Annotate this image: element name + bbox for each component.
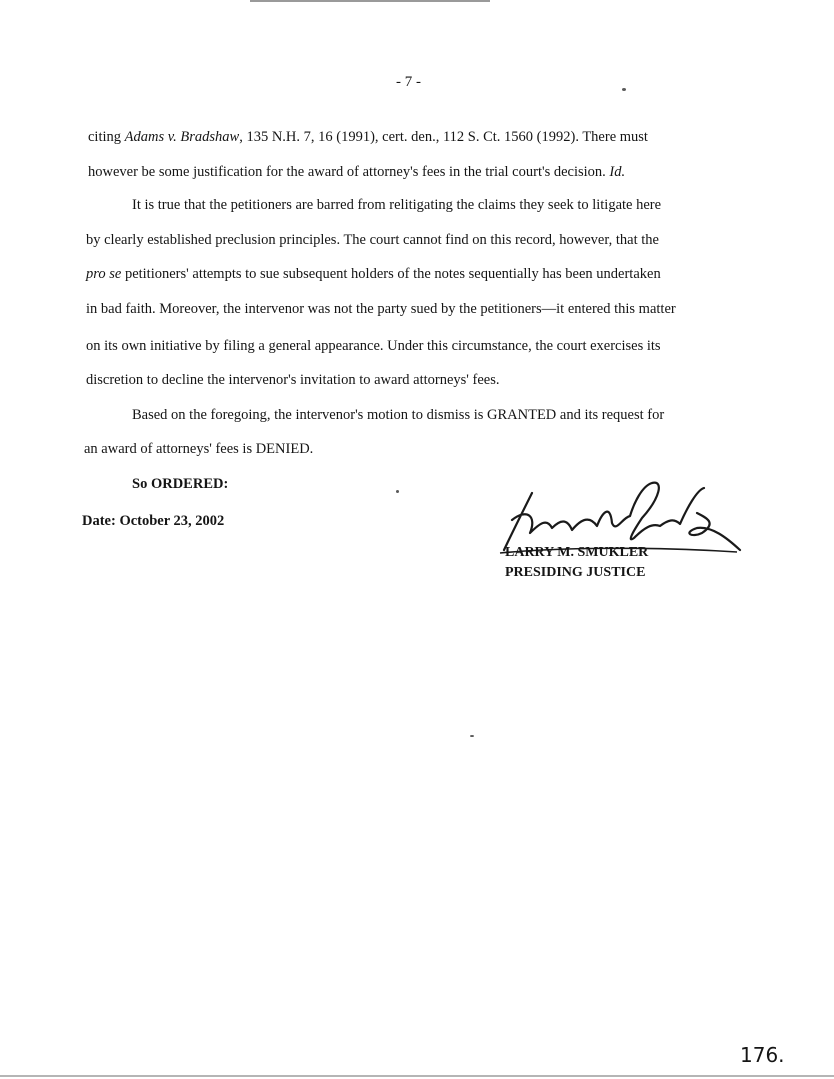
body-line-7: on its own initiative by filing a general appearance. Under this circumstance, the court exercises its [86, 338, 661, 354]
scan-top-edge [250, 0, 490, 2]
body-line-8: discretion to decline the intervenor's invitation to award attorneys' fees. [86, 372, 500, 388]
body-line-10: an award of attorneys' fees is DENIED. [84, 441, 314, 457]
signatory-title: PRESIDING JUSTICE [505, 565, 646, 580]
id-citation: Id. [609, 164, 626, 180]
page-number: - 7 - [396, 74, 421, 90]
order-date: Date: October 23, 2002 [82, 513, 225, 529]
case-citation: Adams v. Bradshaw [124, 129, 240, 145]
scan-speck [470, 735, 474, 737]
body-line-4: by clearly established preclusion principles. The court cannot find on this record, however, that the [86, 232, 659, 248]
scan-bottom-edge [0, 1075, 834, 1077]
scan-speck [396, 490, 399, 493]
body-line-1: citing Adams v. Bradshaw, 135 N.H. 7, 16 (1991), cert. den., 112 S. Ct. 1560 (1992). There must [88, 129, 648, 145]
body-line-3: It is true that the petitioners are barred from relitigating the claims they seek to litigate here [132, 197, 662, 213]
handwritten-page-mark: 176. [740, 1043, 785, 1067]
body-line-6: in bad faith. Moreover, the intervenor was not the party sued by the petitioners—it entered this matter [86, 301, 676, 317]
pro-se-term: pro se [86, 266, 122, 282]
so-ordered: So ORDERED: [132, 476, 229, 492]
body-line-2: however be some justification for the award of attorney's fees in the trial court's decision. Id. [88, 164, 626, 180]
body-line-5: pro se petitioners' attempts to sue subsequent holders of the notes sequentially has been undertaken [86, 266, 661, 282]
scan-speck [622, 88, 626, 91]
signatory-name: LARRY M. SMUKLER [505, 545, 649, 560]
body-line-9: Based on the foregoing, the intervenor's motion to dismiss is GRANTED and its request for [132, 407, 665, 423]
